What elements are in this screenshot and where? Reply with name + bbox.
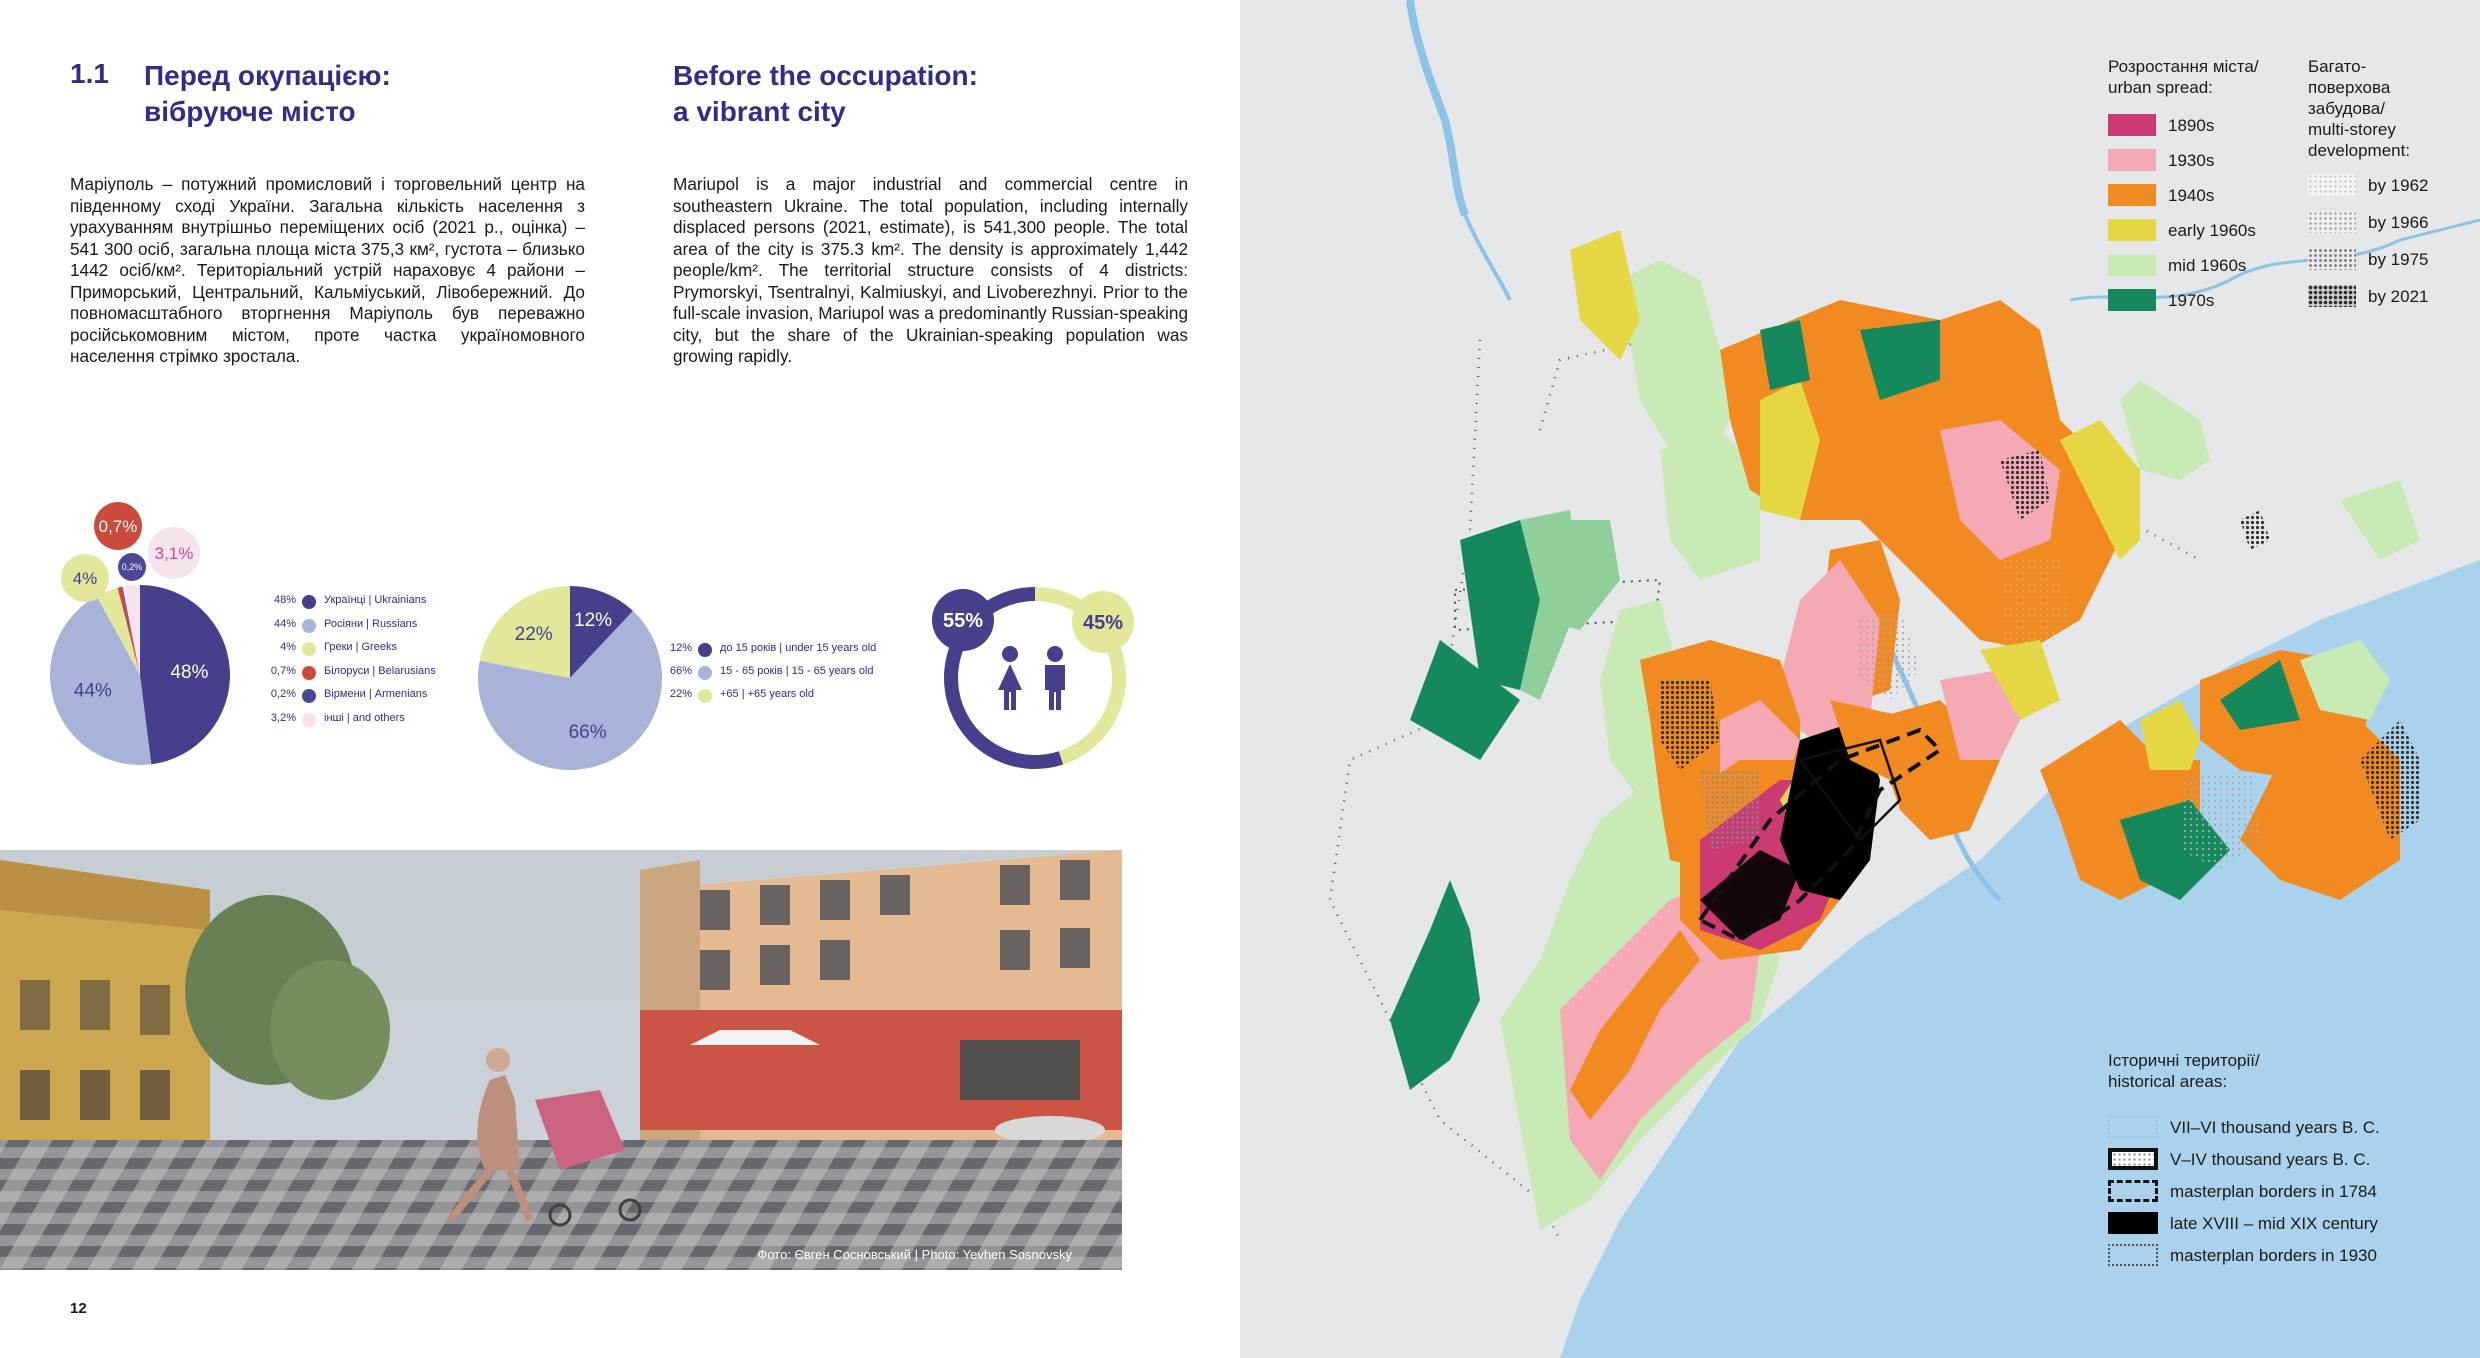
border-swatch [2108, 1148, 2158, 1170]
urban-spread-label: 1890s [2168, 116, 2215, 135]
historical-area-label: masterplan borders in 1930 [2170, 1246, 2377, 1265]
female-icon [998, 646, 1022, 710]
age-legend [656, 642, 936, 712]
gender-donut-chart [925, 575, 1145, 775]
legend-dot [302, 619, 316, 633]
title-ua-line1: Перед окупацією: [144, 60, 391, 91]
multistorey-label: by 1962 [2368, 176, 2429, 195]
legend-label: Росіяни | Russians [324, 617, 418, 630]
legend-pct: 0,7% [270, 664, 296, 677]
legend-label: інші | and others [324, 711, 405, 724]
legend-label: Греки | Greeks [324, 641, 397, 653]
color-swatch [2108, 289, 2156, 311]
bubble-label-4: 0,2% [121, 562, 143, 573]
urban-spread-label: mid 1960s [2168, 256, 2247, 275]
dev-title-line1: Багато- [2308, 57, 2367, 76]
male-icon [1045, 646, 1065, 710]
legend-label: до 15 років | under 15 years old [720, 642, 877, 654]
hist-title-line1: Історичні території/ [2108, 1051, 2260, 1070]
body-text-ukrainian: Маріуполь – потужний промисловий і торговельний центр на південному сході України. Загальна кількість населення з урахуванням внутрішньо переміщених осіб (2021 р., оцінка) – 541 300 осіб, загальна площа міста 375,3 км², густота – близько 1442 осіб/км². Територіальний устрій нараховує 4 райони – Приморський, Центральний, Кальміуський, Лівобережний. До повномасштабного вторгнення Маріуполь був переважно російськомовним містом, проте частка україномовного населення стрімко зростала. [70, 174, 585, 366]
historical-area-label: masterplan borders in 1784 [2170, 1182, 2377, 1201]
urban-spread-label: early 1960s [2168, 221, 2256, 240]
street-photo-illustration [0, 850, 1122, 1270]
section-number: 1.1 [70, 58, 109, 89]
border-swatch [2108, 1244, 2158, 1266]
legend-pct: 4% [280, 641, 296, 653]
slice-label-0: 48% [170, 661, 209, 683]
legend-pct: 66% [669, 665, 692, 677]
legend-label: +65 | +65 years old [720, 688, 814, 700]
pattern-swatch [2308, 174, 2356, 196]
multistorey-label: by 1966 [2368, 213, 2429, 232]
color-swatch [2108, 114, 2156, 136]
pattern-swatch [2308, 285, 2356, 307]
historical-areas-title [2108, 1050, 2408, 1092]
donut-label-0: 55% [942, 610, 984, 632]
urban-spread-label: 1940s [2168, 186, 2215, 205]
page-number: 12 [70, 1300, 87, 1317]
legend-label: Білоруси | Belarusians [324, 664, 436, 677]
multistorey-legend [2308, 56, 2480, 326]
dev-title-line3: забудова/ [2308, 99, 2385, 118]
legend-dot [698, 666, 712, 680]
bubble-label-2: 4% [72, 568, 98, 588]
pattern-swatch [2308, 211, 2356, 233]
age-pie-chart [470, 578, 670, 778]
color-swatch [2108, 219, 2156, 241]
multistorey-label: by 2021 [2368, 287, 2429, 306]
street-photo [0, 850, 1122, 1270]
title-ua-line2: вібруюче місто [144, 96, 356, 127]
donut-label-1: 45% [1082, 612, 1124, 634]
legend-pct: 0,2% [270, 688, 296, 700]
bubble-label-3: 0,7% [98, 516, 138, 536]
color-swatch [2108, 254, 2156, 276]
title-en-line1: Before the occupation: [673, 60, 978, 91]
hist-title-line2: historical areas: [2108, 1072, 2228, 1091]
legend-dot [302, 595, 316, 609]
slice-label-2: 22% [514, 624, 553, 646]
ethnicity-pie-chart [50, 500, 280, 780]
legend-pct: 12% [669, 642, 692, 654]
multistorey-title [2308, 56, 2458, 161]
legend-pct: 44% [273, 617, 296, 630]
legend-dot [698, 689, 712, 703]
urban-spread-title [2108, 56, 2288, 98]
legend-pct: 48% [273, 594, 296, 606]
title-english [673, 58, 1093, 130]
ethnicity-legend [260, 594, 490, 734]
urban-title-line2: urban spread: [2108, 78, 2213, 97]
border-swatch [2108, 1180, 2158, 1202]
photo-credit: Фото: Євген Сосновський | Photo: Yevhen Sosnovsky [757, 1247, 1072, 1262]
legend-dot [302, 666, 316, 680]
slice-label-1: 66% [568, 722, 607, 744]
title-en-line2: a vibrant city [673, 96, 846, 127]
bubble-label-5: 3,1% [154, 543, 194, 563]
legend-pct: 3,2% [270, 711, 296, 724]
legend-pct: 22% [669, 688, 692, 700]
map-page [1240, 0, 2480, 1358]
legend-label: Українці | Ukrainians [324, 594, 427, 606]
historical-area-label: V–IV thousand years B. C. [2170, 1150, 2371, 1169]
dev-title-line2: поверхова [2308, 78, 2391, 97]
slice-label-1: 44% [73, 680, 112, 702]
slice-label-0: 12% [574, 609, 613, 631]
legend-label: Вірмени | Armenians [324, 688, 428, 700]
urban-spread-legend [2108, 56, 2288, 316]
body-text-english: Mariupol is a major industrial and commercial centre in southeastern Ukraine. The total population, including internally displaced persons (2021, estimate), is 541,300 people. The total area of the city is 375.3 km². The density is approximately 1,442 people/km². The territorial structure consists of 4 districts: Prymorskyi, Tsentralnyi, Kalmiuskyi, and Livoberezhnyi. Prior to the full-scale invasion, Mariupol was a predominantly Russian-speaking city, but the share of the Ukrainian-speaking population was growing rapidly. [673, 174, 1188, 366]
historical-area-label: VII–VI thousand years B. C. [2170, 1118, 2380, 1137]
title-ukrainian [144, 58, 564, 130]
color-swatch [2108, 184, 2156, 206]
color-swatch [2108, 149, 2156, 171]
legend-label: 15 - 65 років | 15 - 65 years old [720, 665, 874, 677]
multistorey-label: by 1975 [2368, 250, 2429, 269]
historical-areas-legend [2108, 1050, 2448, 1290]
urban-title-line1: Розростання міста/ [2108, 57, 2259, 76]
urban-spread-label: 1970s [2168, 291, 2215, 310]
historical-area-label: late XVIII – mid XIX century [2170, 1214, 2378, 1233]
legend-dot [698, 643, 712, 657]
urban-spread-label: 1930s [2168, 151, 2215, 170]
border-swatch [2108, 1116, 2158, 1138]
legend-dot [302, 642, 316, 656]
dev-title-line5: development: [2308, 141, 2411, 160]
pattern-swatch [2308, 248, 2356, 270]
legend-dot [302, 713, 316, 727]
legend-dot [302, 689, 316, 703]
dev-title-line4: multi-storey [2308, 120, 2396, 139]
border-swatch [2108, 1212, 2158, 1234]
